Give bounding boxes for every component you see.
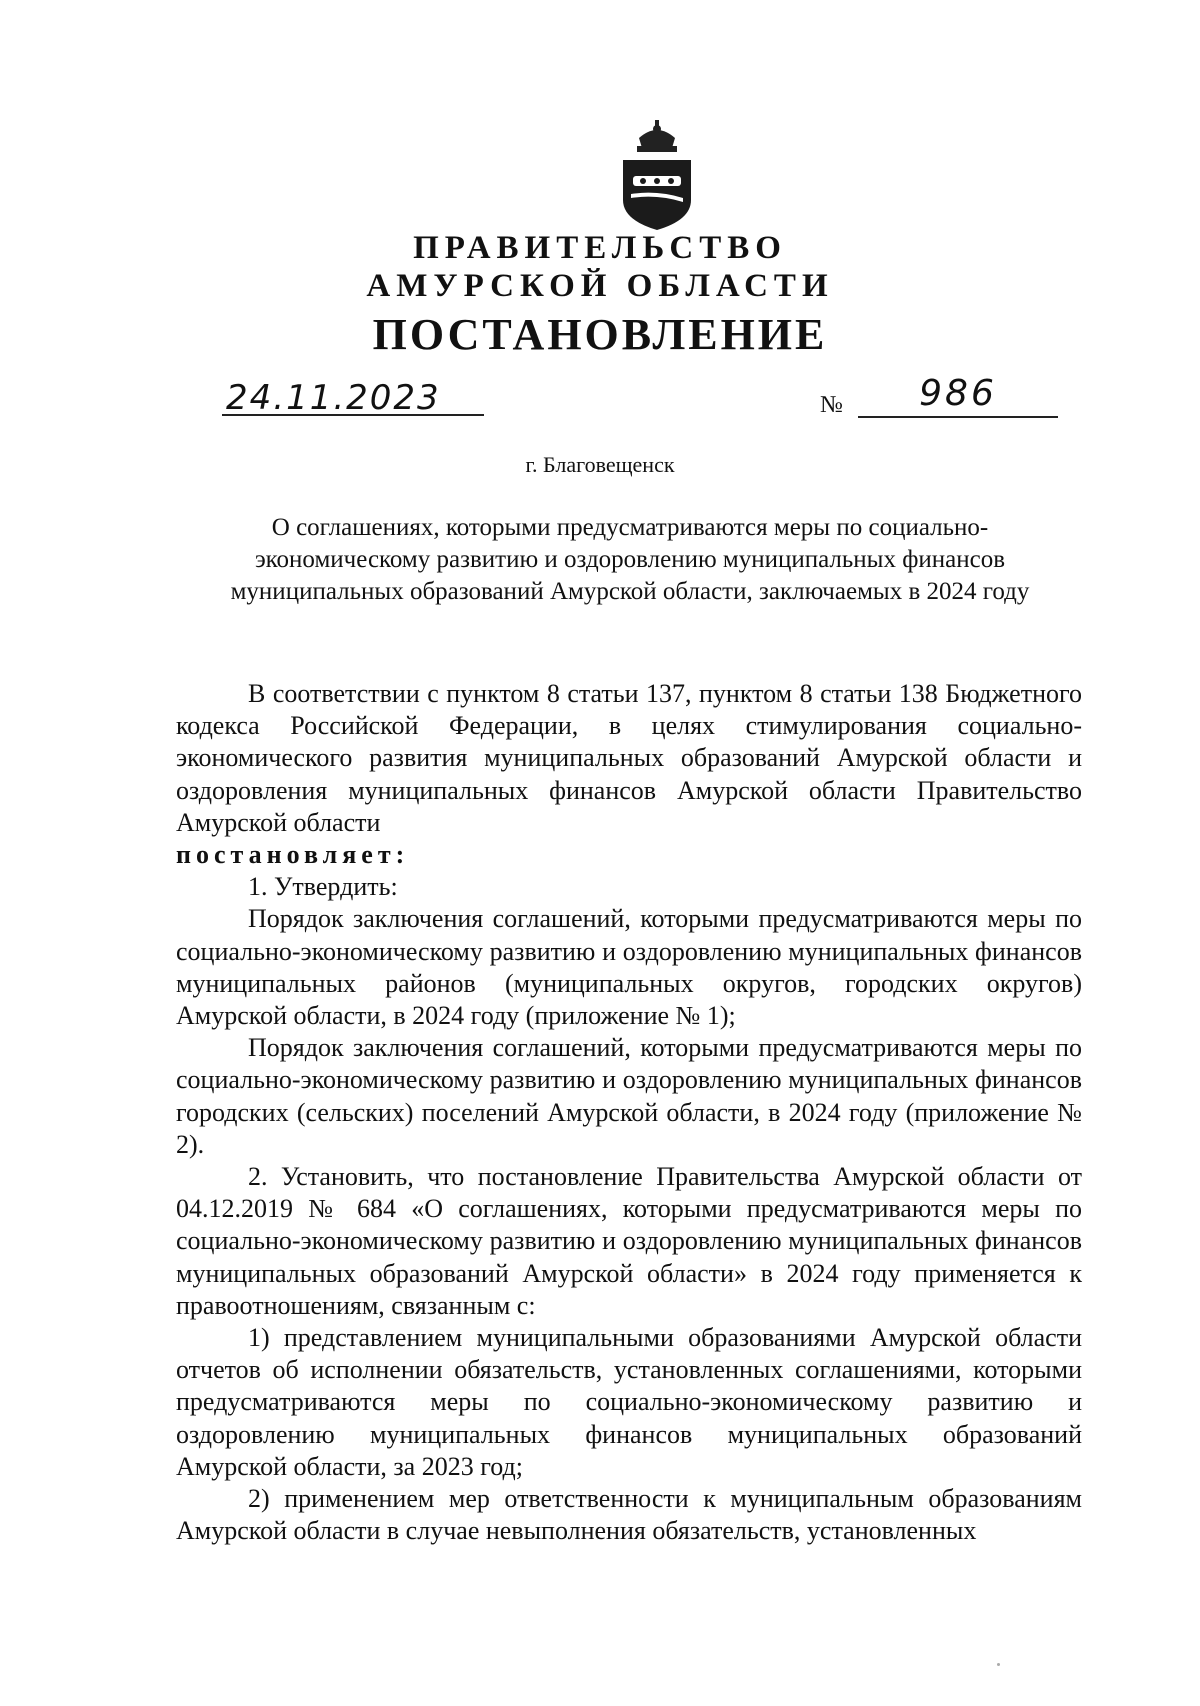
amur-region-coat-of-arms-icon [617,120,697,232]
number-underline [858,416,1058,418]
number-sign: № [820,392,843,418]
document-type: ПОСТАНОВЛЕНИЕ [372,310,828,359]
item-2-subitem-1: 1) представлением муниципальными образованиями Амурской области отчетов об исполнении обязательств, установленных соглашениями, которыми предусматриваются меры по социально-экономическому развитию и оздоровлению муниципальных финансов муниципальных образований Амурской области, за 2023 год; [176,1323,1082,1481]
decrees-word: постановляет: [176,840,410,870]
scan-artifact [997,1663,1000,1666]
organization-title: ПРАВИТЕЛЬСТВО [413,230,787,266]
city-name: г. Благовещенск [525,452,675,477]
document-number: 986 [919,373,997,414]
item-2-paragraph: 2. Установить, что постановление Правительства Амурской области от 04.12.2019 № 684 «О соглашениях, которыми предусматриваются меры по социально-экономическому развитию и оздоровлению муниципальных финансов муниципальных образований Амурской области» в 2024 году применяется к правоотношениям, связанным с: [176,1162,1082,1320]
item-2-subitem-2: 2) применением мер ответственности к муниципальным образованиям Амурской области в случае невыполнения обязательств, установленных [176,1484,1082,1546]
document-body [176,678,1082,1547]
date-underline [222,414,484,416]
document-subject: О соглашениях, которыми предусматриваются меры по социально-экономическому развитию и оздоровлению муниципальных финансов муниципальных образований Амурской области, заключаемых в 2024 году [230,514,1030,605]
document-date: 24.11.2023 [226,378,441,418]
preamble-paragraph: В соответствии с пунктом 8 статьи 137, пунктом 8 статьи 138 Бюджетного кодекса Российской Федерации, в целях стимулирования социально-экономического развития муниципальных образований Амурской области и оздоровления муниципальных финансов Амурской области Правительство Амурской области [176,679,1082,837]
item-1-heading: 1. Утвердить: [248,872,398,902]
organization-region: АМУРСКОЙ ОБЛАСТИ [366,268,834,304]
item-1-procedure-settlements: Порядок заключения соглашений, которыми предусматриваются меры по социально-экономическому развитию и оздоровлению муниципальных финансов городских (сельских) поселений Амурской области, в 2024 году (приложение № 2). [176,1033,1082,1159]
item-1-procedure-districts: Порядок заключения соглашений, которыми предусматриваются меры по социально-экономическому развитию и оздоровлению муниципальных финансов муниципальных районов (муниципальных округов, городских округов) Амурской области, в 2024 году (приложение № 1); [176,904,1082,1031]
